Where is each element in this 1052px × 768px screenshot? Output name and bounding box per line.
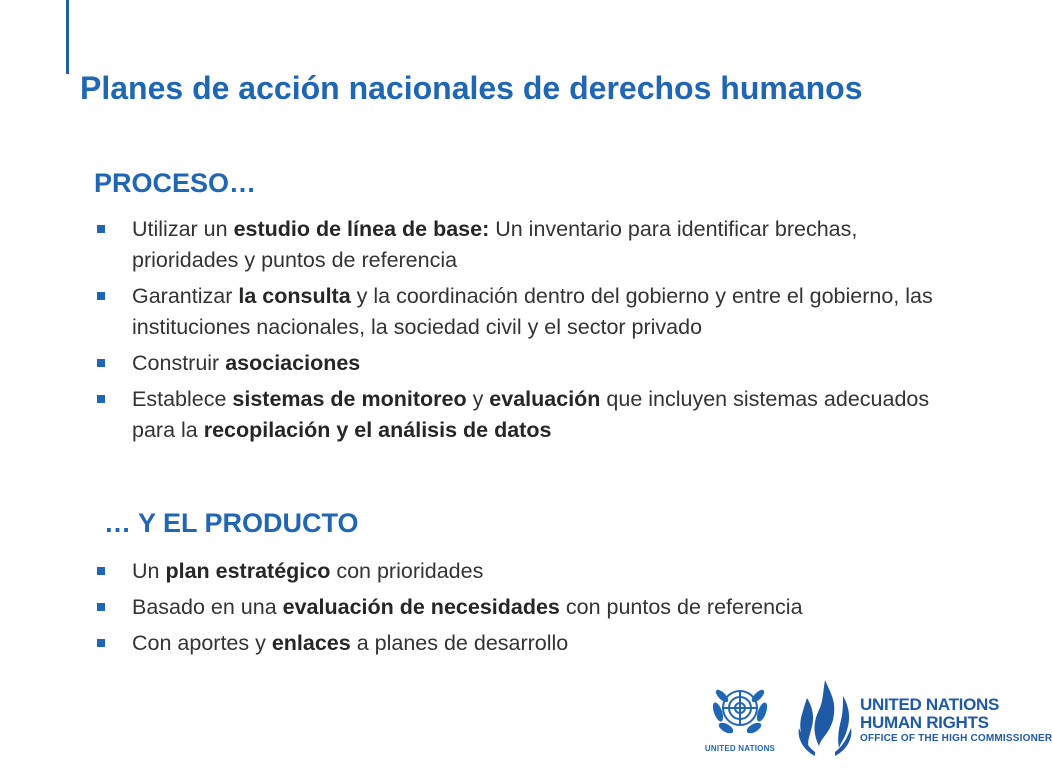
ohchr-logo: [793, 672, 1052, 768]
bullet-item: [94, 592, 964, 623]
bold-text: la consulta: [238, 284, 351, 308]
section-heading-proceso: PROCESO…: [94, 168, 257, 198]
bold-text: evaluación: [489, 387, 601, 411]
text: Con aportes y: [132, 631, 272, 655]
un-logo-label: UNITED NATIONS: [704, 744, 776, 753]
bullet-item: [94, 214, 964, 276]
text: Garantizar: [132, 284, 239, 308]
bullet-item: [94, 628, 964, 659]
square-bullet-icon: [97, 395, 105, 403]
bold-text: estudio de línea de base:: [233, 217, 490, 241]
section-heading-producto: … Y EL PRODUCTO: [104, 508, 359, 538]
un-logo: [700, 672, 780, 768]
text: Establece: [132, 387, 233, 411]
flame-icon: [793, 676, 857, 760]
bullet-item: [94, 556, 964, 587]
bold-text: evaluación de necesidades: [282, 595, 560, 619]
square-bullet-icon: [97, 225, 105, 233]
text: con puntos de referencia: [559, 595, 803, 619]
bullet-list-producto: [94, 556, 964, 664]
text: Un inventario para identificar brechas, prioridades y puntos de referencia: [132, 217, 858, 272]
ohchr-line-2: HUMAN RIGHTS: [860, 713, 989, 732]
bold-text: enlaces: [271, 631, 351, 655]
text: y: [466, 387, 490, 411]
square-bullet-icon: [97, 292, 105, 300]
square-bullet-icon: [97, 567, 105, 575]
text: a planes de desarrollo: [350, 631, 569, 655]
text: Construir: [132, 351, 226, 375]
title-accent-bar: [66, 0, 69, 74]
bold-text: plan estratégico: [165, 559, 331, 583]
ohchr-line-3: OFFICE OF THE HIGH COMMISSIONER: [860, 733, 1052, 744]
bold-text: sistemas de monitoreo: [232, 387, 467, 411]
square-bullet-icon: [97, 639, 105, 647]
bullet-item: [94, 384, 964, 446]
text: y la coordinación dentro del gobierno y entre el gobierno, las instituciones nacionales, la sociedad civil y el sector privado: [132, 284, 933, 339]
bullet-item: [94, 281, 964, 343]
bullet-list-proceso: [94, 214, 964, 451]
slide-title: Planes de acción nacionales de derechos humanos: [80, 70, 863, 106]
text: Basado en una: [132, 595, 283, 619]
bold-text: asociaciones: [225, 351, 361, 375]
text: con prioridades: [330, 559, 484, 583]
text: Un: [132, 559, 166, 583]
un-emblem-icon: [700, 672, 780, 744]
text: Utilizar un: [132, 217, 234, 241]
square-bullet-icon: [97, 359, 105, 367]
bullet-item: [94, 348, 964, 379]
text: que incluyen sistemas adecuados para la: [132, 387, 930, 442]
ohchr-line-1: UNITED NATIONS: [860, 695, 1000, 714]
ohchr-wordmark: [860, 696, 1052, 746]
square-bullet-icon: [97, 603, 105, 611]
bold-text: recopilación y el análisis de datos: [203, 418, 552, 442]
